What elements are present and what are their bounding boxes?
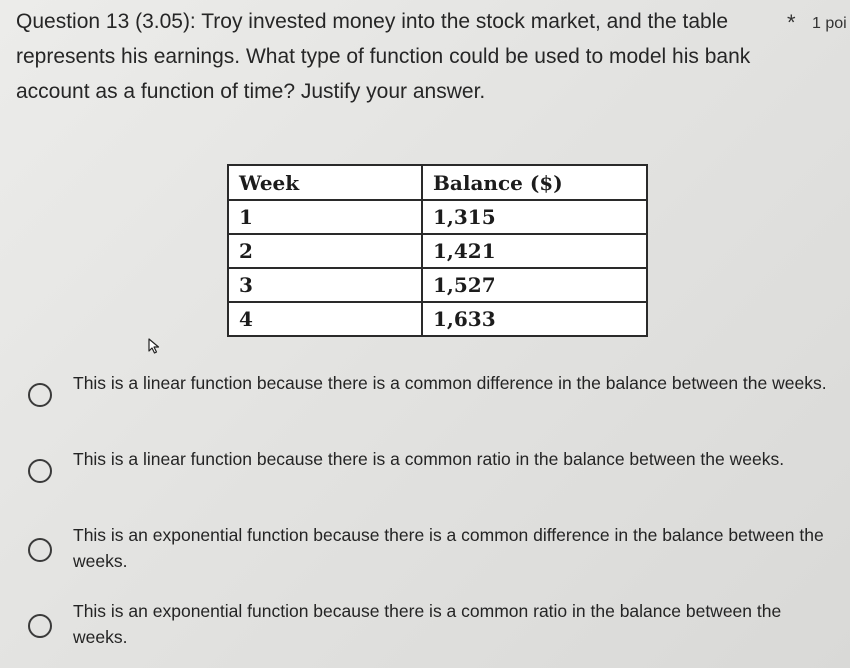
radio-circle-icon[interactable] — [28, 614, 52, 638]
balance-cell: 1,315 — [422, 200, 647, 234]
balance-cell: 1,633 — [422, 302, 647, 336]
table-row — [228, 200, 647, 234]
radio-circle-icon[interactable] — [28, 459, 52, 483]
table-header-row — [228, 165, 647, 200]
answer-option-label[interactable]: This is a linear function because there is a common difference in the balance between the weeks. — [73, 373, 827, 393]
table-row — [228, 268, 647, 302]
table-row — [228, 234, 647, 268]
answer-option-label[interactable]: This is a linear function because there is a common ratio in the balance between the weeks. — [73, 449, 785, 469]
column-header-balance: Balance ($) — [422, 165, 647, 200]
week-cell: 3 — [228, 268, 422, 302]
question-text: Question 13 (3.05): Troy invested money into the stock market, and the table represents his earnings. What type of function could be used to model his bank account as a function of time? Justify your answer. — [16, 10, 751, 103]
radio-circle-icon[interactable] — [28, 383, 52, 407]
balance-cell: 1,421 — [422, 234, 647, 268]
week-cell: 1 — [228, 200, 422, 234]
balance-table — [227, 164, 648, 337]
balance-cell: 1,527 — [422, 268, 647, 302]
answer-option-label[interactable]: This is an exponential function because there is a common difference in the balance between the weeks. — [73, 525, 824, 571]
answer-option-label[interactable]: This is an exponential function because there is a common ratio in the balance between the weeks. — [73, 601, 782, 647]
points-label: 1 poi — [812, 15, 847, 32]
table-row — [228, 302, 647, 336]
radio-circle-icon[interactable] — [28, 538, 52, 562]
column-header-week: Week — [228, 165, 422, 200]
week-cell: 2 — [228, 234, 422, 268]
week-cell: 4 — [228, 302, 422, 336]
mouse-pointer-icon — [148, 338, 162, 354]
required-marker: * — [787, 10, 796, 35]
